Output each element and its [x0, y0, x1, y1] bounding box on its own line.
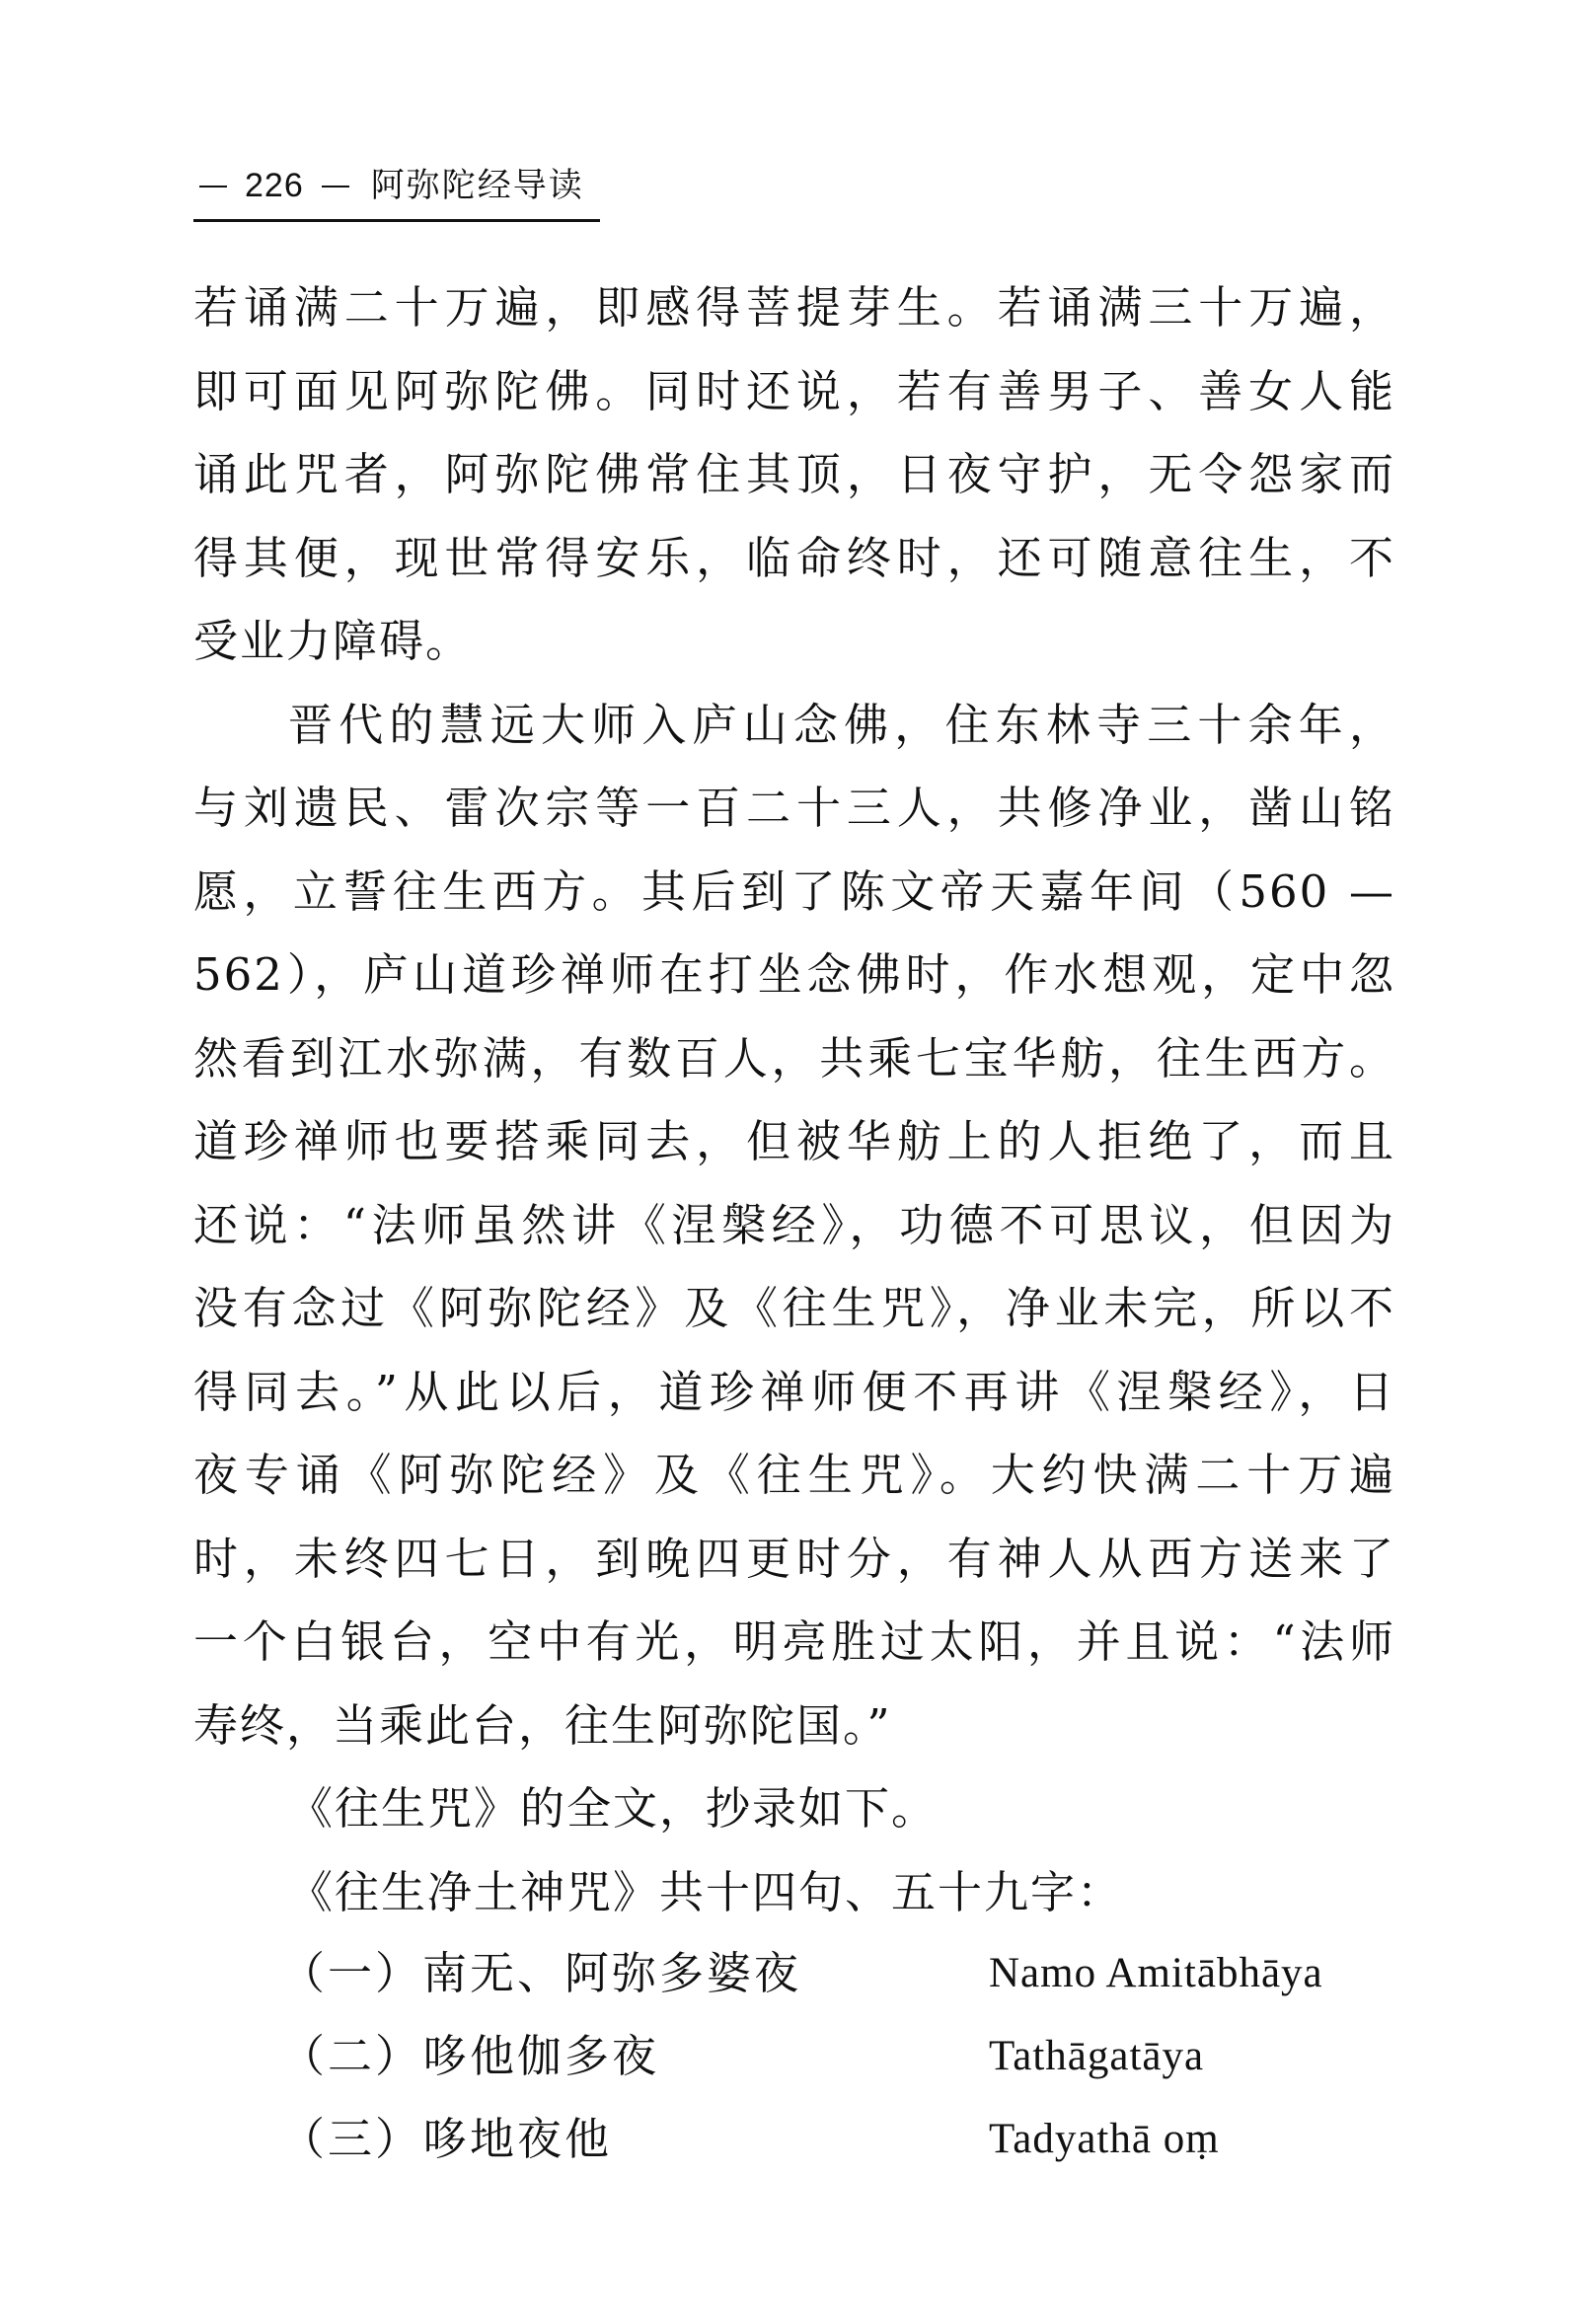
- text-line: 得其便，现世常得安乐，临命终时，还可随意往生，不: [193, 531, 1395, 584]
- text-line: 562），庐山道珍禅师在打坐念佛时，作水想观，定中忽: [193, 948, 1395, 1001]
- text-line: 一个白银台，空中有光，明亮胜过太阳，并且说：“法师: [193, 1615, 1395, 1668]
- text-line: 然看到江水弥满，有数百人，共乘七宝华舫，往生西方。: [193, 1031, 1395, 1085]
- text-line: 若诵满二十万遍，即感得菩提芽生。若诵满三十万遍，: [193, 281, 1395, 334]
- text-line: 还说：“法师虽然讲《涅槃经》，功德不可思议，但因为: [193, 1198, 1395, 1251]
- mantra-line: [193, 1932, 1395, 2015]
- text-line: 寿终，当乘此台，往生阿弥陀国。”: [193, 1698, 892, 1752]
- text-line: 《往生净土神咒》共十四句、五十九字：: [288, 1865, 1124, 1918]
- mantra-chinese: （二）哆他伽多夜: [280, 2030, 660, 2082]
- text-line: 没有念过《阿弥陀经》及《往生咒》，净业未完，所以不: [193, 1282, 1395, 1334]
- mantra-sanskrit: Tadyathā oṃ: [989, 2116, 1220, 2162]
- body-text: [193, 266, 1395, 1934]
- text-line: 受业力障碍。: [193, 615, 473, 667]
- text-line: 诵此咒者，阿弥陀佛常住其顶，日夜守护，无令怨家而: [193, 448, 1395, 500]
- header-dash: [199, 186, 227, 187]
- text-line: 道珍禅师也要搭乘同去，但被华舫上的人拒绝了，而且: [193, 1115, 1395, 1167]
- page-number: 226: [245, 167, 304, 204]
- text-line: 时，未终四七日，到晚四更时分，有神人从西方送来了: [193, 1532, 1395, 1585]
- mantra-chinese: （三）哆地夜他: [280, 2113, 613, 2165]
- book-title: 阿弥陀经导读: [370, 166, 584, 205]
- mantra-sanskrit: Tathāgatāya: [989, 2033, 1205, 2079]
- header-dash: [322, 186, 349, 187]
- text-line: 《往生咒》的全文，抄录如下。: [288, 1782, 939, 1835]
- mantra-sanskrit: Namo Amitābhāya: [989, 1950, 1323, 1996]
- text-line: 即可面见阿弥陀佛。同时还说，若有善男子、善女人能: [193, 364, 1395, 417]
- text-line: 与刘遗民、雷次宗等一百二十三人，共修净业，凿山铭: [193, 782, 1395, 834]
- mantra-chinese: （一）南无、阿弥多婆夜: [280, 1947, 802, 1999]
- text-line: 夜专诵《阿弥陀经》及《往生咒》。大约快满二十万遍: [193, 1449, 1395, 1501]
- text-line: 晋代的慧远大师入庐山念佛，住东林寺三十余年，: [288, 698, 1395, 751]
- mantra-line: [193, 2098, 1395, 2181]
- text-line: 得同去。”从此以后，道珍禅师便不再讲《涅槃经》，日: [193, 1365, 1395, 1418]
- text-line: 愿，立誓往生西方。其后到了陈文帝天嘉年间（560 —: [193, 864, 1395, 918]
- running-header: [193, 166, 600, 222]
- mantra-line: [193, 2015, 1395, 2098]
